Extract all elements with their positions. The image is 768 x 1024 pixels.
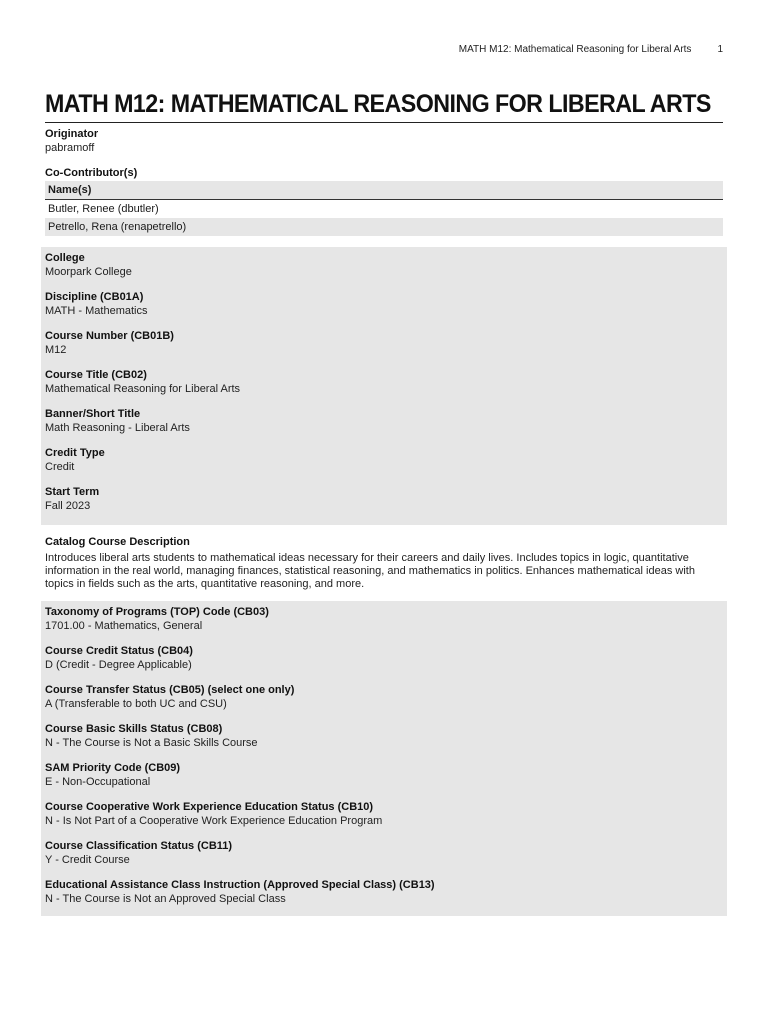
code-field (45, 722, 723, 751)
originator-label: Originator (45, 128, 99, 140)
field-label: Course Number (CB01B) (45, 330, 174, 342)
contributors-section (45, 166, 723, 236)
field-value: MATH - Mathematics (45, 305, 148, 317)
title-divider (45, 122, 723, 123)
field-label: Start Term (45, 486, 100, 498)
field-value: Credit (45, 461, 75, 473)
page-number: 1 (717, 44, 723, 55)
code-field (45, 683, 723, 712)
course-info-field (45, 251, 723, 280)
code-field (45, 878, 723, 907)
running-title: MATH M12: Mathematical Reasoning for Liberal Arts (458, 44, 692, 55)
code-field (45, 761, 723, 790)
contributors-table (45, 181, 723, 236)
field-label: College (45, 252, 85, 264)
field-value: Y - Credit Course (45, 854, 130, 866)
field-label: Course Basic Skills Status (CB08) (45, 723, 223, 735)
field-value: M12 (45, 344, 67, 356)
field-value: Mathematical Reasoning for Liberal Arts (45, 383, 241, 395)
field-value: E - Non-Occupational (45, 776, 151, 788)
course-info-field (45, 290, 723, 319)
document-body (45, 127, 723, 916)
catalog-description-label: Catalog Course Description (45, 536, 190, 548)
course-info-field (45, 485, 723, 514)
course-codes-block (41, 601, 727, 916)
field-label: Credit Type (45, 447, 105, 459)
field-value: N - The Course is Not a Basic Skills Course (45, 737, 258, 749)
originator-field (45, 127, 723, 156)
field-label: Course Transfer Status (CB05) (select one only) (45, 684, 295, 696)
code-field (45, 644, 723, 673)
table-row: Petrello, Rena (renapetrello) (45, 218, 723, 236)
field-label: Course Classification Status (CB11) (45, 840, 233, 852)
field-value: 1701.00 - Mathematics, General (45, 620, 203, 632)
originator-value: pabramoff (45, 142, 95, 154)
field-label: Course Credit Status (CB04) (45, 645, 193, 657)
field-label: Course Cooperative Work Experience Education Status (CB10) (45, 801, 374, 813)
contributors-column-header: Name(s) (45, 181, 723, 200)
field-value: Math Reasoning - Liberal Arts (45, 422, 190, 434)
course-info-field (45, 329, 723, 358)
catalog-description-section (45, 525, 723, 601)
code-field (45, 605, 723, 634)
course-info-field (45, 368, 723, 397)
field-label: Discipline (CB01A) (45, 291, 144, 303)
field-value: A (Transferable to both UC and CSU) (45, 698, 227, 710)
course-info-field (45, 446, 723, 475)
catalog-description-text: Introduces liberal arts students to mathematical ideas necessary for their careers and daily lives. Includes topics in logic, quantitative information in the real world, managing finances, statistical reasoning, and mathematics in politics. Enhances mathematical ideas with topics in fields such as the arts, quantitative reasoning, and more. (45, 552, 695, 590)
field-label: Course Title (CB02) (45, 369, 147, 381)
field-value: N - Is Not Part of a Cooperative Work Experience Education Program (45, 815, 383, 827)
contributors-label: Co-Contributor(s) (45, 167, 138, 179)
field-value: N - The Course is Not an Approved Special Class (45, 893, 286, 905)
code-field (45, 839, 723, 868)
field-label: Banner/Short Title (45, 408, 141, 420)
field-label: Educational Assistance Class Instruction (Approved Special Class) (CB13) (45, 879, 435, 891)
field-value: Fall 2023 (45, 500, 91, 512)
course-info-field (45, 407, 723, 436)
course-info-block (41, 247, 727, 525)
field-value: Moorpark College (45, 266, 132, 278)
page-title: MATH M12: MATHEMATICAL REASONING FOR LIBERAL ARTS (45, 90, 711, 118)
code-field (45, 800, 723, 829)
running-header (459, 44, 723, 55)
field-label: SAM Priority Code (CB09) (45, 762, 181, 774)
table-row: Butler, Renee (dbutler) (48, 203, 159, 215)
field-label: Taxonomy of Programs (TOP) Code (CB03) (45, 606, 269, 618)
field-value: D (Credit - Degree Applicable) (45, 659, 192, 671)
